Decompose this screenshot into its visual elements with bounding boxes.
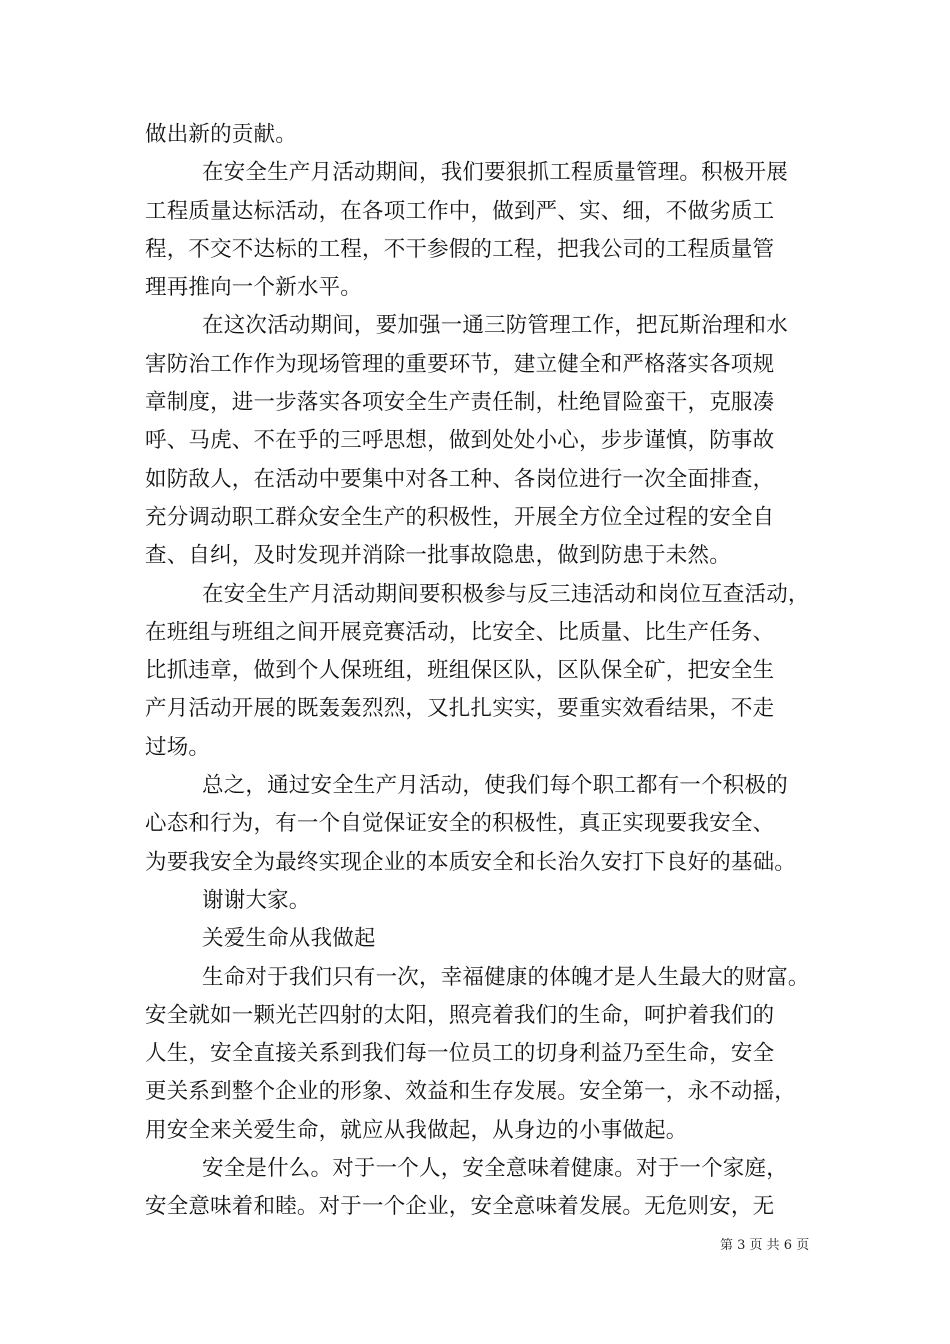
text-line: 程，不交不达标的工程，不干参假的工程，把我公司的工程质量管 bbox=[145, 236, 775, 262]
text-line: 理再推向一个新水平。 bbox=[145, 275, 363, 301]
text-line: 充分调动职工群众安全生产的积极性，开展全方位全过程的安全自 bbox=[145, 504, 775, 530]
text-line: 生命对于我们只有一次，幸福健康的体魄才是人生最大的财富。 bbox=[202, 964, 810, 990]
text-line: 害防治工作作为现场管理的重要环节，建立健全和严格落实各项规 bbox=[145, 351, 775, 377]
text-line: 安全就如一颗光芒四射的太阳，照亮着我们的生命，呵护着我们的 bbox=[145, 1002, 775, 1028]
text-line: 心态和行为，有一个自觉保证安全的积极性，真正实现要我安全、 bbox=[145, 811, 775, 837]
text-line: 总之，通过安全生产月活动，使我们每个职工都有一个积极的 bbox=[202, 773, 788, 799]
text-line: 安全意味着和睦。对于一个企业，安全意味着发展。无危则安，无 bbox=[145, 1194, 775, 1220]
text-line: 比抓违章，做到个人保班组，班组保区队，区队保全矿，把安全生 bbox=[145, 658, 775, 684]
text-line: 工程质量达标活动，在各项工作中，做到严、实、细，不做劣质工 bbox=[145, 198, 775, 224]
text-line: 在班组与班组之间开展竞赛活动，比安全、比质量、比生产任务、 bbox=[145, 619, 775, 645]
text-line: 章制度，进一步落实各项安全生产责任制，杜绝冒险蛮干，克服凑 bbox=[145, 390, 775, 416]
text-line: 产月活动开展的既轰轰烈烈，又扎扎实实，要重实效看结果，不走 bbox=[145, 696, 775, 722]
text-line: 谢谢大家。 bbox=[202, 887, 311, 913]
text-line: 为要我安全为最终实现企业的本质安全和长治久安打下良好的基础。 bbox=[145, 849, 797, 875]
page-number-footer: 第 3 页 共 6 页 bbox=[720, 1238, 810, 1253]
text-line: 关爱生命从我做起 bbox=[202, 926, 376, 952]
text-line: 更关系到整个企业的形象、效益和生存发展。安全第一，永不动摇， bbox=[145, 1079, 797, 1105]
text-line: 呼、马虎、不在乎的三呼思想，做到处处小心，步步谨慎，防事故 bbox=[145, 428, 775, 454]
text-line: 查、自纠，及时发现并消除一批事故隐患，做到防患于未然。 bbox=[145, 543, 731, 569]
text-line: 安全是什么。对于一个人，安全意味着健康。对于一个家庭， bbox=[202, 1156, 788, 1182]
text-line: 用安全来关爱生命，就应从我做起，从身边的小事做起。 bbox=[145, 1117, 688, 1143]
text-line: 在安全生产月活动期间，我们要狠抓工程质量管理。积极开展 bbox=[202, 160, 788, 186]
document-body bbox=[145, 116, 810, 1227]
text-line: 在这次活动期间，要加强一通三防管理工作，把瓦斯治理和水 bbox=[202, 313, 788, 339]
text-line: 人生，安全直接关系到我们每一位员工的切身利益乃至生命，安全 bbox=[145, 1041, 775, 1067]
text-line: 过场。 bbox=[145, 734, 211, 760]
text-line: 做出新的贡献。 bbox=[145, 122, 297, 147]
text-line: 如防敌人，在活动中要集中对各工种、各岗位进行一次全面排查， bbox=[145, 466, 775, 492]
text-line: 在安全生产月活动期间要积极参与反三违活动和岗位互查活动， bbox=[202, 581, 810, 607]
